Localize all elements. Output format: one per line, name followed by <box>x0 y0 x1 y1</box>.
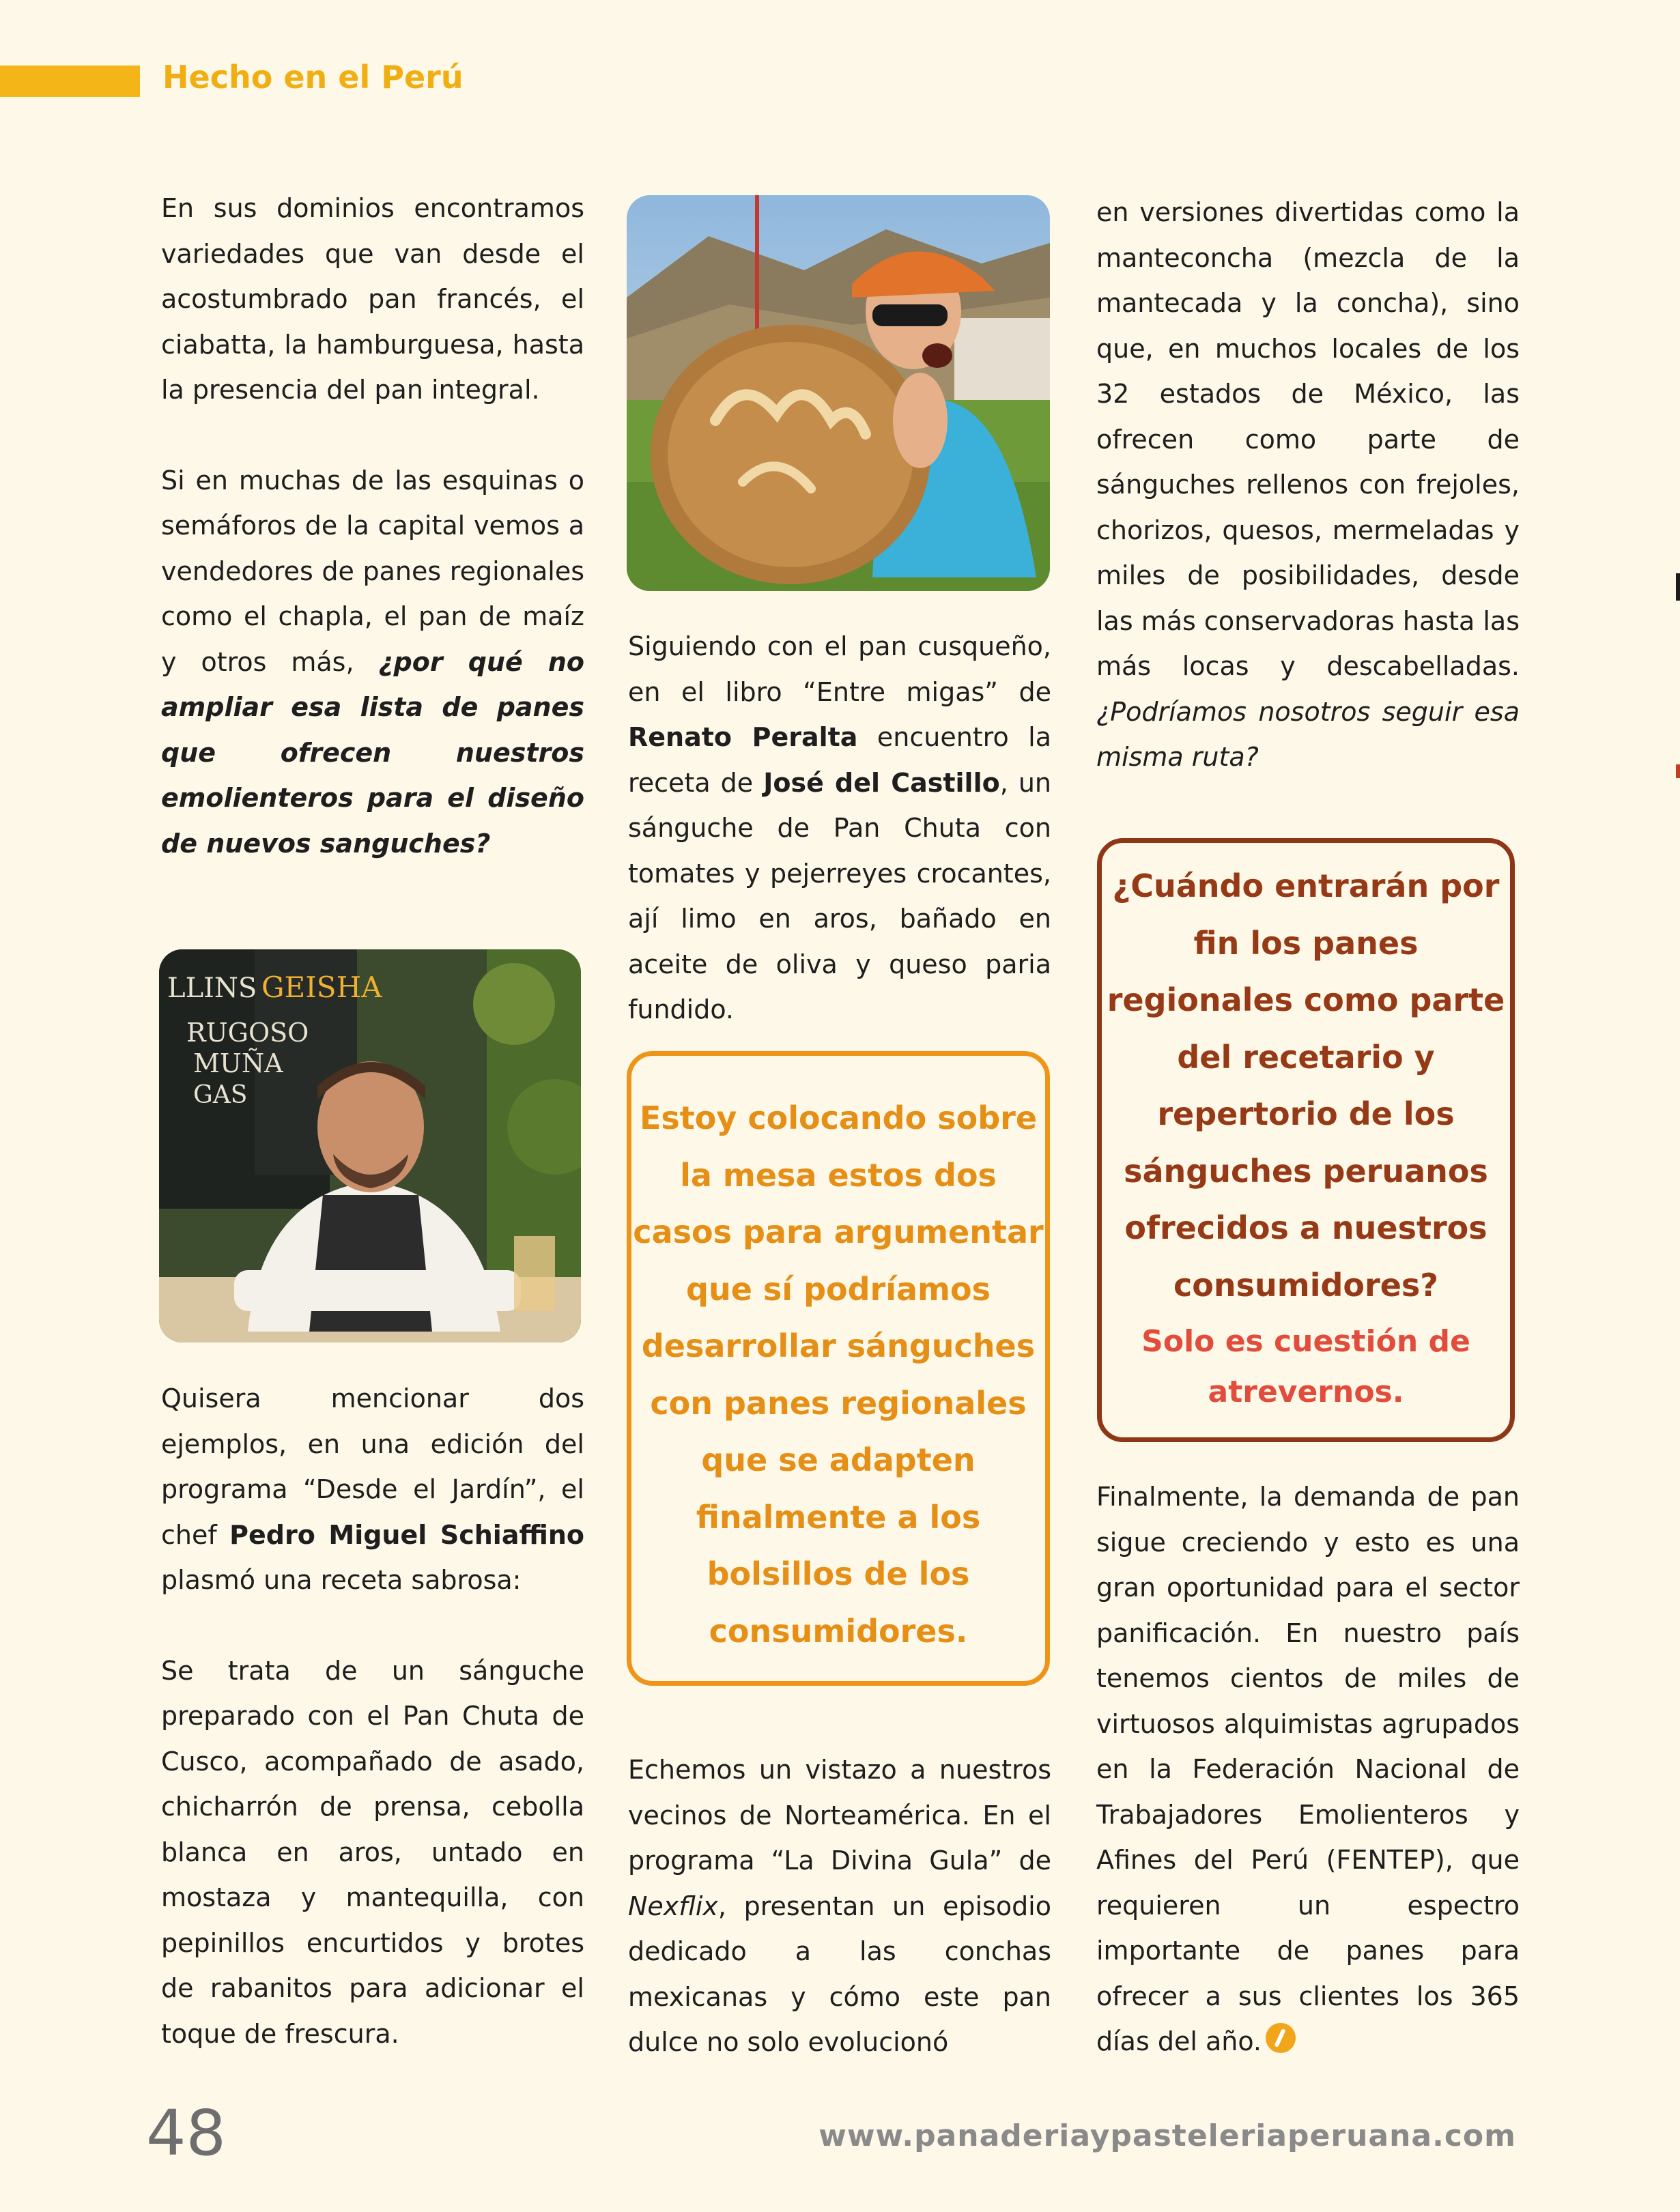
board-text: GEISHA <box>261 971 382 1004</box>
bread-photo <box>627 195 1050 591</box>
column-2-lower <box>628 1747 1051 2065</box>
paragraph: Finalmente, la demanda de pan sigue creciendo y esto es una gran oportunidad para el sector panificación. En nuestro país tenemos cientos de miles de virtuosos alquimistas agrupados en la Federación Nacional de Trabajadores Emolienteros y Afines del Perú (FENTEP), que requieren un espectro importante de panes para ofrecer a sus clientes los 365 días del año. <box>1096 1482 1520 2056</box>
paragraph: Se trata de un sánguche preparado con el Pan Chuta de Cusco, acompañado de asado, chicharrón de prensa, cebolla blanca en aros, untado en mostaza y mantequilla, con pepinillos encurtidos y brotes de rabanitos para adicionar el toque de frescura. <box>161 1655 584 2049</box>
pull-quote-orange <box>627 1051 1050 1686</box>
paragraph: Si en muchas de las esquinas o semáforos de la capital vemos a vendedores de panes regionales como el chapla, el pan de maíz y otros más, ¿por qué no ampliar esa lista de panes que ofrecen nuestros emolienteros para el diseño de nuevos sanguches? <box>161 465 584 859</box>
board-text: RUGOSO <box>186 1018 309 1048</box>
paragraph: Quisera mencionar dos ejemplos, en una edición del programa “Desde el Jardín”, el chef Pedro Miguel Schiaffino plasmó una receta sabrosa: <box>161 1383 584 1595</box>
column-2 <box>628 624 1051 1033</box>
person-name: José del Castillo <box>763 767 1000 798</box>
column-1-lower <box>161 1376 584 2056</box>
pull-quote-brown <box>1097 838 1515 1442</box>
brand-logo-icon <box>1266 2023 1296 2053</box>
board-text: LLINS <box>167 973 257 1004</box>
person-name: Renato Peralta <box>628 722 858 752</box>
pull-quote-text: Estoy colocando sobre la mesa estos dos casos para argumentar que sí podríamos desarrollar sánguches con panes regionales que se adapten finalmente a los bolsillos de los consumidores. <box>633 1100 1044 1650</box>
page-edge-mark <box>1676 573 1680 601</box>
italic-text: ¿Podríamos nosotros seguir esa misma ruta? <box>1096 696 1520 772</box>
section-bar <box>0 66 140 97</box>
board-text: GAS <box>193 1081 248 1109</box>
person-name: Pedro Miguel Schiaffino <box>229 1519 584 1550</box>
page-number: 48 <box>146 2097 227 2170</box>
footer-url: www.panaderiaypasteleriaperuana.com <box>818 2118 1516 2153</box>
pull-quote-question: ¿Cuándo entrarán por fin los panes regionales como parte del recetario y repertorio de los sánguches peruanos ofrecidos a nuestros consumidores? <box>1107 867 1505 1304</box>
page-edge-mark <box>1676 764 1680 778</box>
column-3-lower <box>1096 1474 1520 2065</box>
paragraph: Echemos un vistazo a nuestros vecinos de Norteamérica. En el programa “La Divina Gula” de Nexflix, presentan un episodio dedicado a las conchas mexicanas y cómo este pan dulce no solo evolucionó <box>628 1755 1051 2057</box>
italic-text: Nexflix <box>628 1891 718 1921</box>
column-1 <box>161 186 584 866</box>
paragraph: Siguiendo con el pan cusqueño, en el libro “Entre migas” de Renato Peralta encuentro la receta de José del Castillo, un sánguche de Pan Chuta con tomates y pejerreyes crocantes, ají limo en aros, bañado en aceite de oliva y queso paria fundido. <box>628 631 1052 1024</box>
column-3 <box>1096 190 1520 780</box>
section-title: Hecho en el Perú <box>162 59 464 96</box>
emphasis-text: ¿por qué no ampliar esa lista de panes que ofrecen nuestros emolienteros para el diseño de nuevos sanguches? <box>161 646 584 859</box>
board-text: MUÑA <box>193 1048 283 1078</box>
paragraph: en versiones divertidas como la manteconcha (mezcla de la mantecada y la concha), sino que, en muchos locales de los 32 estados de México, las ofrecen como parte de sánguches rellenos con frejoles, chorizos, quesos, mermeladas y miles de posibilidades, desde las más conservadoras hasta las más locas y descabelladas. ¿Podríamos nosotros seguir esa misma ruta? <box>1096 197 1520 772</box>
paragraph: En sus dominios encontramos variedades que van desde el acostumbrado pan francés, el ciabatta, la hamburguesa, hasta la presencia del pan integral. <box>161 193 584 405</box>
pull-quote-answer: Solo es cuestión de atrevernos. <box>1141 1324 1470 1409</box>
chef-photo <box>159 949 581 1342</box>
